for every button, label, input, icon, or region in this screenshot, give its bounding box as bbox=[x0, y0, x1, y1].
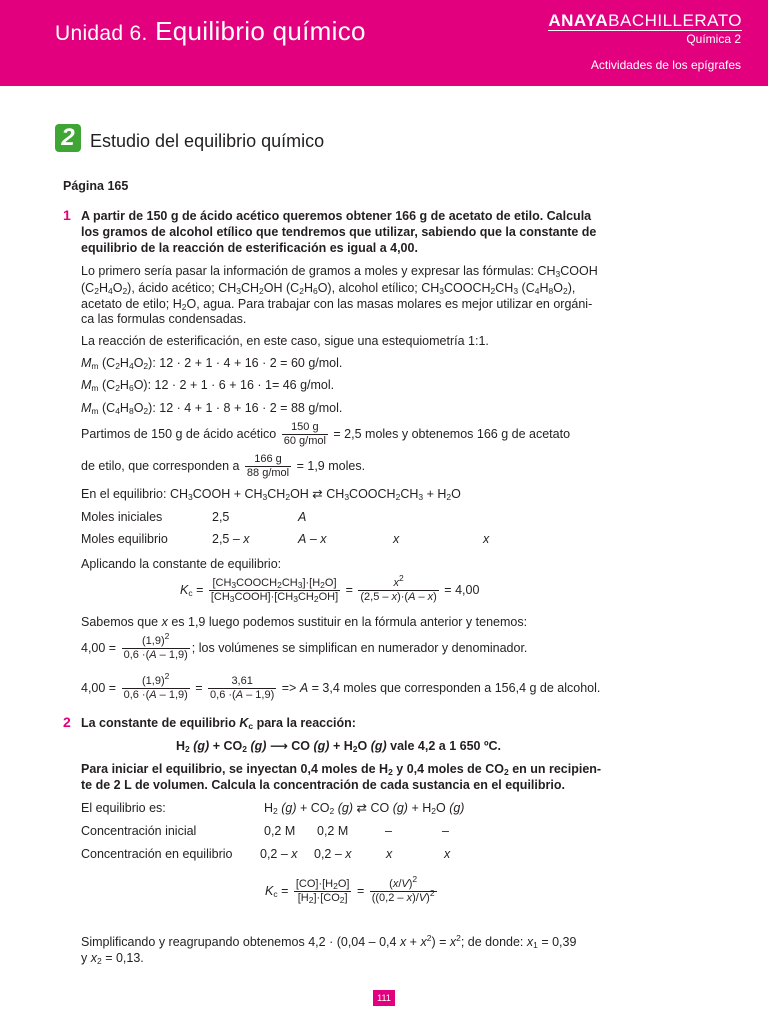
section-number-badge: 2 bbox=[55, 124, 81, 152]
exercise-1-number: 1 bbox=[63, 207, 71, 223]
unit-title: Unidad 6. Equilibrio químico bbox=[55, 16, 366, 46]
table-cell: A bbox=[298, 510, 307, 524]
section-title: Estudio del equilibrio químico bbox=[90, 131, 325, 151]
table-cell: x bbox=[393, 532, 400, 546]
table-cell: 0,2 M bbox=[264, 824, 296, 838]
subject-label: Química 2 bbox=[686, 32, 741, 46]
brand-logo: ANAYABACHILLERATO bbox=[548, 11, 742, 30]
ex1-moles-line-2: de etilo, que corresponden a $\frac{166 g}{\text{88 g/mol}}$ = 1,9 moles. bbox=[81, 453, 366, 479]
header-bar bbox=[0, 0, 768, 86]
sabemos-text: Sabemos que x es 1,9 luego podemos sustituir en la fórmula anterior y tenemos: bbox=[81, 615, 528, 629]
table-cell: x bbox=[444, 847, 451, 861]
table-cell: 0,2 – x bbox=[260, 847, 298, 861]
equilibrio-label: El equilibrio es: bbox=[81, 801, 166, 815]
table-cell: 0,2 – x bbox=[314, 847, 352, 861]
molar-mass-ethanol: $M_m$ $(C_2H_6O)$: 12 · 2 + 1 · 6 + 16 · 1= 46 g/mol. bbox=[81, 378, 335, 393]
page-reference: Página 165 bbox=[63, 179, 129, 193]
page-number: 111 bbox=[373, 990, 395, 1006]
table-cell: x bbox=[386, 847, 393, 861]
ex1-equilibrium-reaction: En el equilibrio: $CH_3COOH + CH_3CH_2OH$ ⇄ $CH_3COOCH_2CH_3 + H_2O$ bbox=[81, 487, 461, 502]
molar-mass-ester: $M_m$ $(C_4H_8O_2)$: 12 · 4 + 1 · 8 + 16 · 2 = 88 g/mol. bbox=[81, 401, 343, 416]
exercise-1-question-line-3: equilibrio de la reacción de esterificación es igual a 4,00. bbox=[81, 241, 418, 255]
ex1-moles-line-1: Partimos de 150 g de ácido acético $\frac{150 g}{\text{60 g/mol}}$ = 2,5 moles y obtenemos 166 g de acetato bbox=[81, 421, 571, 447]
exercise-2-question-line-1: La constante de equilibrio $K_c$ para la reacción: bbox=[81, 716, 356, 731]
table-cell: 2,5 – x bbox=[212, 532, 250, 546]
ex1-text-line: ca las formulas condensadas. bbox=[81, 312, 247, 326]
molar-mass-acetic: $M_m$ $(C_2H_4O_2)$: 12 · 2 + 1 · 4 + 16 · 2 = 60 g/mol. bbox=[81, 356, 343, 371]
exercise-2-number: 2 bbox=[63, 714, 71, 730]
table-cell: A – x bbox=[298, 532, 327, 546]
kc-equation-ex2: $K_c$ = $\frac{[CO]\cdot[H_2O]}{[H_2]\cdot[CO_2]}$ = $\frac{(x/V)^2}{((0,2 - x)/V)^2}$ bbox=[265, 874, 435, 905]
kc-equation-1: $K_c$ = $\frac{[CH_3COOCH_2CH_3]\cdot[H_2O]}{[CH_3COOH]\cdot[CH_3CH_2OH]}$ = $\frac{x^2}{(2,5 - x)\cdot(A - x)}$ = 4,00 bbox=[180, 573, 480, 604]
equilibrium-reaction: $H_2$ $(g) + CO_2$ (g) ⇄ CO $(g) + H_2O$ (g) bbox=[264, 801, 465, 816]
exercise-1-question-line-2: los gramos de alcohol etílico que tendremos que utilizar, sabiendo que la constante de bbox=[81, 225, 597, 239]
ex1-text-line: La reacción de esterificación, en este caso, sigue una estequiometría 1:1. bbox=[81, 334, 489, 348]
table-cell: x bbox=[483, 532, 490, 546]
table-cell: 0,2 M bbox=[317, 824, 349, 838]
kc-equation-2: 4,00 = $\frac{(1,9)^2}{0,6 \cdot(A - 1,9)}$ ; los volúmenes se simplifican en numerador y denominador. bbox=[81, 631, 528, 661]
ex1-text-line: $(C_2H_4O_2)$, ácido acético; $CH_3CH_2OH$ $(C_2H_6O)$, alcohol etílico; $CH_3COOCH_2CH_3$ $(C_4H_8O_2)$, bbox=[81, 281, 576, 296]
exercise-2-question-line-3: Para iniciar el equilibrio, se inyectan 0,4 moles de $H_2$ y 0,4 moles de $CO_2$ en un recipien- bbox=[81, 762, 602, 777]
table-cell: 2,5 bbox=[212, 510, 230, 524]
moles-equilibrio-label: Moles equilibrio bbox=[81, 532, 168, 546]
section-label: Actividades de los epígrafes bbox=[590, 58, 741, 72]
exercise-2-reaction: $H_2$ $(g) + CO_2$ (g) ⟶ CO $(g) + H_2O$ (g) vale 4,2 a 1 650 ºC. bbox=[176, 739, 502, 754]
conc-equilibrio-label: Concentración en equilibrio bbox=[81, 847, 233, 861]
exercise-1-question-line-1: A partir de 150 g de ácido acético queremos obtener 166 g de acetato de etilo. Calcula bbox=[81, 209, 592, 223]
ex1-text-line: acetato de etilo; $H_2O$, agua. Para trabajar con las masas molares es mejor utilizar en orgáni- bbox=[81, 297, 593, 312]
ex2-result: y $x_2 = 0,13$. bbox=[81, 951, 144, 966]
conc-inicial-label: Concentración inicial bbox=[81, 824, 197, 838]
table-cell: – bbox=[385, 824, 392, 838]
moles-iniciales-label: Moles iniciales bbox=[81, 510, 163, 524]
exercise-2-question-line-4: te de 2 L de volumen. Calcula la concentración de cada sustancia en el equilibrio. bbox=[81, 778, 565, 792]
aplicando-text: Aplicando la constante de equilibrio: bbox=[81, 557, 282, 571]
kc-equation-3: 4,00 = $\frac{(1,9)^2}{0,6 \cdot(A - 1,9)}$ = $\frac{3,61}{0,6 \cdot(A - 1,9)}$ => A = 3,4 moles que corresponden a 156,4 g de alcohol. bbox=[81, 671, 601, 701]
ex1-text-line: Lo primero sería pasar la información de gramos a moles y expresar las fórmulas: $CH_3COOH$ bbox=[81, 264, 598, 279]
table-cell: – bbox=[442, 824, 449, 838]
ex2-simplification: Simplificando y reagrupando obtenemos 4,2 · (0,04 – 0,4 $x + x^2) = x^2$; de donde: $x_1 = 0,39$ bbox=[81, 933, 577, 950]
